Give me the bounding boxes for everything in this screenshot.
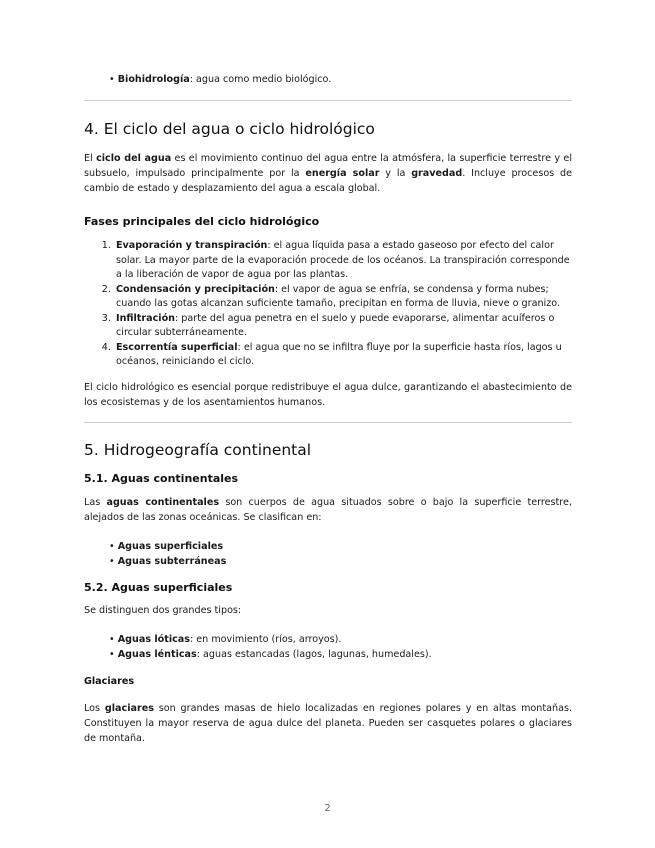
section-4-intro: El ciclo del agua es el movimiento continuo del agua entre la atmósfera, la superficie terrestre y el subsuelo, impulsado principalmente por la energía solar y la gravedad. Incluye procesos de cambio de estado y desplazamiento del agua a escala global. (84, 153, 573, 194)
list-item: 4. Escorrentía superficial: el agua que no se infiltra fluye por la superficie hasta ríos, lagos u océanos, reiniciando el ciclo. (114, 341, 572, 370)
list-item: • Aguas superficiales (109, 539, 572, 554)
section-5-heading: 5. Hidrogeografía continental (84, 440, 312, 459)
page-number: 2 (324, 803, 331, 814)
list-item: • Aguas subterráneas (109, 554, 572, 569)
list-item: • Aguas lénticas: aguas estancadas (lagos, lagunas, humedales). (109, 647, 572, 662)
continental-waters-list (84, 539, 572, 569)
section-4-closing: El ciclo hidrológico es esencial porque redistribuye el agua dulce, garantizando el abastecimiento de los ecosistemas y de los asentamientos humanos. (84, 381, 572, 408)
surface-waters-list (84, 632, 572, 662)
top-bullet-list (84, 72, 572, 87)
subsection-5-1-paragraph: Las aguas continentales son cuerpos de agua situados sobre o bajo la superficie terrestre, alejados de las zonas oceánicas. Se clasifican en: (84, 496, 572, 523)
subsection-5-1-title: 5.1. Aguas continentales (84, 471, 239, 485)
phases-title: Fases principales del ciclo hidrológico (84, 215, 320, 228)
section-divider (84, 100, 572, 101)
bullet-term: Biohidrología (117, 74, 190, 85)
section-4-heading: 4. El ciclo del agua o ciclo hidrológico (84, 120, 375, 138)
subsection-5-2-intro: Se distinguen dos grandes tipos: (84, 604, 242, 616)
list-item: 2. Condensación y precipitación: el vapor de agua se enfría, se condensa y forma nubes; cuando las gotas alcanzan suficiente tamaño, precipitan en forma de lluvia, nieve o granizo. (114, 283, 572, 312)
subsection-5-2-title: 5.2. Aguas superficiales (84, 580, 233, 594)
glaciers-title: Glaciares (84, 675, 135, 687)
list-item: 3. Infiltración: parte del agua penetra en el suelo y puede evaporarse, alimentar acuíferos o circular subterráneamente. (114, 312, 572, 341)
list-item: 1. Evaporación y transpiración: el agua líquida pasa a estado gaseoso por efecto del calor solar. La mayor parte de la evaporación procede de los océanos. La transpiración corresponde a la liberación de vapor de agua por las plantas. (114, 239, 572, 283)
glaciers-paragraph: Los glaciares son grandes masas de hielo localizadas en regiones polares y en altas montañas. Constituyen la mayor reserva de agua dulce del planeta. Pueden ser casquetes polares o glaciares de montaña. (84, 702, 573, 744)
phases-list (84, 239, 572, 370)
list-item: • Aguas lóticas: en movimiento (ríos, arroyos). (109, 632, 572, 647)
bullet-text: : agua como medio biológico. (189, 74, 332, 85)
list-item (109, 72, 572, 87)
section-divider (84, 422, 572, 423)
page-content (84, 72, 572, 746)
